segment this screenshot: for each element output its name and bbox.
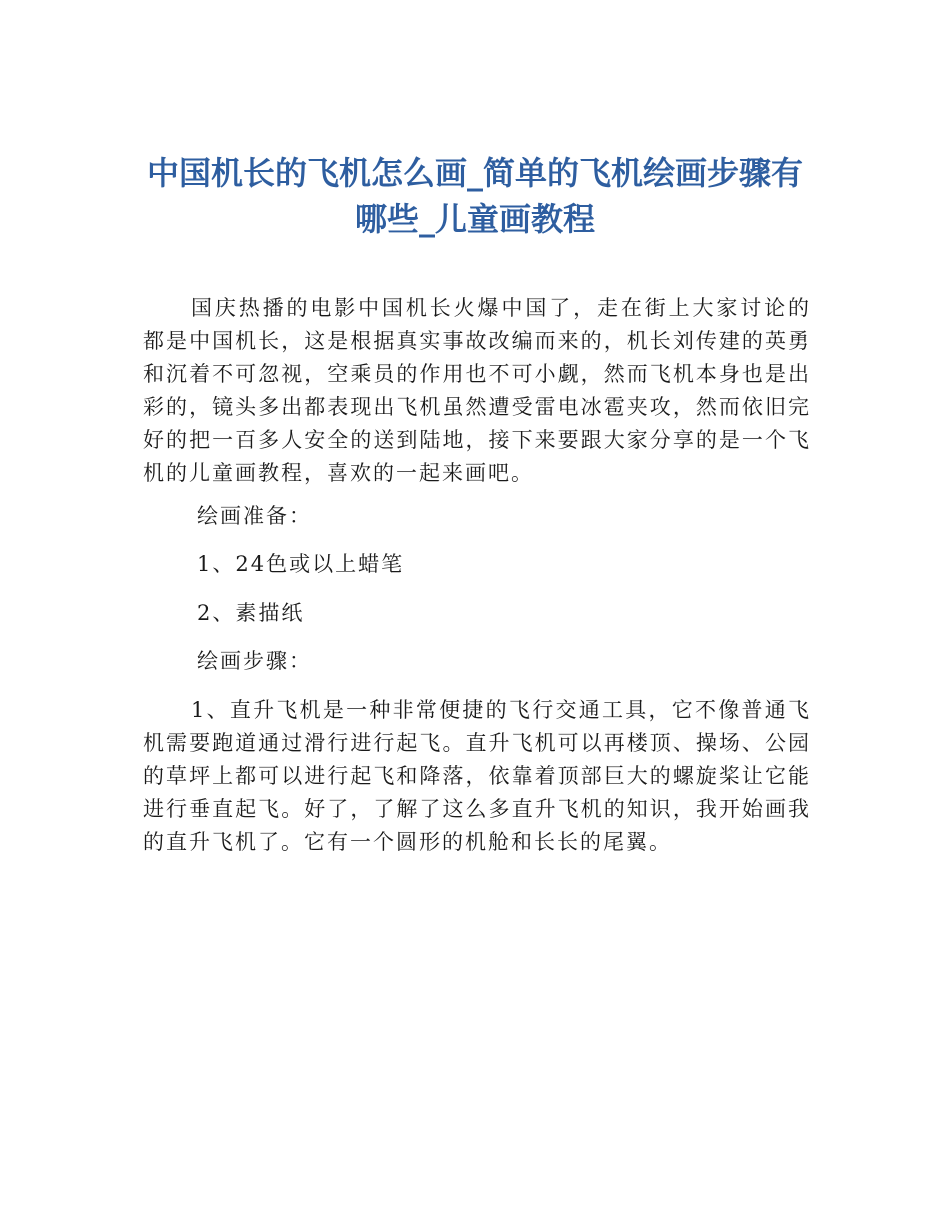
materials-item-crayons: 1、24色或以上蜡笔 xyxy=(197,552,405,576)
document-title: 中国机长的飞机怎么画_简单的飞机绘画步骤有哪些_儿童画教程 xyxy=(146,154,803,238)
steps-heading: 绘画步骤： xyxy=(197,649,312,673)
materials-item-paper: 2、素描纸 xyxy=(197,601,305,625)
intro-paragraph: 国庆热播的电影中国机长火爆中国了，走在街上大家讨论的都是中国机长，这是根据真实事故改编而来的，机长刘传建的英勇和沉着不可忽视，空乘员的作用也不可小觑，然而飞机本身也是出彩的，镜头多出都表现出飞机虽然遭受雷电冰雹夹攻，然而依旧完好的把一百多人安全的送到陆地，接下来要跟大家分享的是一个飞机的儿童画教程，喜欢的一起来画吧。 xyxy=(143,296,811,485)
step-1-paragraph: 1、直升飞机是一种非常便捷的飞行交通工具，它不像普通飞机需要跑道通过滑行进行起飞。直升飞机可以再楼顶、操场、公园的草坪上都可以进行起飞和降落，依靠着顶部巨大的螺旋桨让它能进行垂直起飞。好了，了解了这么多直升飞机的知识，我开始画我的直升飞机了。它有一个圆形的机舱和长长的尾翼。 xyxy=(143,698,811,854)
materials-heading: 绘画准备： xyxy=(197,504,312,528)
